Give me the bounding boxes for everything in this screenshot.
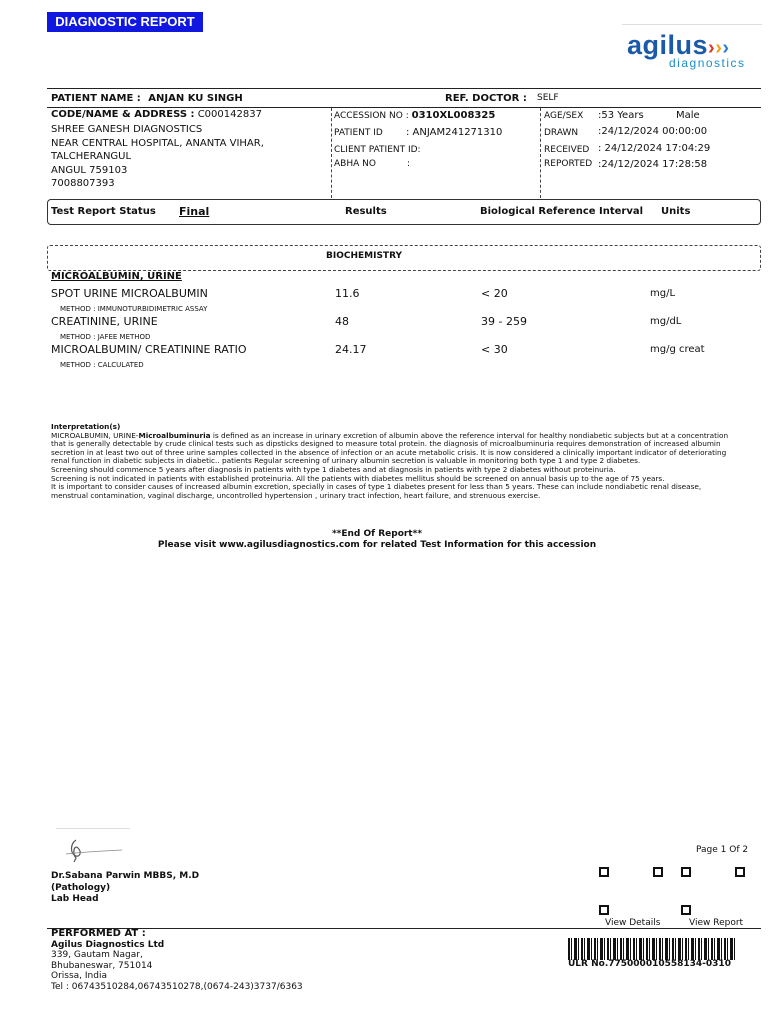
barcode-icon xyxy=(568,938,736,960)
test-result: 11.6 xyxy=(335,287,360,300)
sex-value: Male xyxy=(676,110,700,121)
address-line: SHREE GANESH DIAGNOSTICS xyxy=(51,124,203,135)
section-title: BIOCHEMISTRY xyxy=(326,251,403,261)
performed-label: PERFORMED AT : xyxy=(51,928,146,939)
age-value: :53 Years xyxy=(598,110,644,121)
reported-label: REPORTED xyxy=(544,159,593,169)
patient-id-value: : ANJAM241271310 xyxy=(406,127,503,138)
qr-details-label[interactable]: View Details xyxy=(605,918,661,928)
address-line: TALCHERANGUL xyxy=(51,151,132,162)
test-reference: 39 - 259 xyxy=(481,315,527,328)
address-line: NEAR CENTRAL HOSPITAL, ANANTA VIHAR, xyxy=(51,137,264,149)
logo-wordmark: agilus xyxy=(627,30,709,60)
abha-value: : xyxy=(407,159,411,169)
qr-report-label[interactable]: View Report xyxy=(689,918,744,928)
address-line: ANGUL 759103 xyxy=(51,164,128,176)
test-method: METHOD : IMMUNOTURBIDIMETRIC ASSAY xyxy=(60,305,208,313)
accession-row xyxy=(334,110,495,121)
test-group-title: MICROALBUMIN, URINE xyxy=(51,271,182,282)
test-result: 48 xyxy=(335,315,349,328)
interpretation-paragraph: It is important to consider causes of increased albumin excretion, specially in cases of type 1 diabetes present for less than 5 years. These can include nondiabetic renal disease, menstrual contamination, vaginal discharge, uncontrolled hypertension , urinary tract infection, heart failure, and strenuous exercise. xyxy=(51,482,702,500)
logo-divider xyxy=(622,24,762,25)
test-name: CREATININE, URINE xyxy=(51,315,158,328)
divider-top xyxy=(47,88,761,89)
test-reference: < 20 xyxy=(481,287,508,300)
address-line: 7008807393 xyxy=(51,178,115,189)
test-name: MICROALBUMIN/ CREATININE RATIO xyxy=(51,343,247,356)
visit-info: Please visit www.agilusdiagnostics.com for related Test Information for this accession xyxy=(157,540,597,550)
drawn-label: DRAWN xyxy=(544,128,579,138)
qr-finder xyxy=(599,867,609,877)
received-value: : 24/12/2024 17:04:29 xyxy=(598,143,711,154)
accession-label: ACCESSION NO : xyxy=(334,111,409,121)
code-value: C000142837 xyxy=(197,109,262,120)
qr-view-report[interactable] xyxy=(681,867,745,915)
test-unit: mg/L xyxy=(650,288,676,299)
patient-id-label: PATIENT ID xyxy=(334,128,383,138)
bio-ref-header: Biological Reference Interval xyxy=(480,206,644,217)
test-result: 24.17 xyxy=(335,343,367,356)
ulr-number: ULR No.775000010558134-0310 xyxy=(568,959,731,969)
doctor-role: Lab Head xyxy=(51,894,99,904)
interpretation-lead: MICROALBUMIN, URINE- xyxy=(51,430,139,440)
lab-address: 339, Gautam Nagar, xyxy=(51,950,143,961)
reported-value: :24/12/2024 17:28:58 xyxy=(598,159,708,170)
interpretation-title: Interpretation(s) xyxy=(51,422,121,431)
performed-at-block xyxy=(51,929,303,993)
status-value: Final xyxy=(179,205,210,218)
lab-address: Orissa, India xyxy=(51,971,107,982)
status-label: Test Report Status xyxy=(51,206,156,217)
qr-finder xyxy=(735,867,745,877)
interpretation-paragraph: Screening should commence 5 years after diagnosis in patients with type 1 diabetes and at diagnosis in patients with type 2 diabetes without proteinuria. xyxy=(51,464,616,474)
patient-name-label: PATIENT NAME : xyxy=(51,93,141,104)
doctor-name: Dr.Sabana Parwin MBBS, M.D xyxy=(51,871,200,881)
qr-finder xyxy=(653,867,663,877)
interpretation-paragraph: Screening is not indicated in patients with established proteinuria. All the patients with diabetes mellitus should be screened on annual basis up to the age of 75 years. xyxy=(51,473,665,483)
qr-view-details[interactable] xyxy=(599,867,663,915)
age-sex-label: AGE/SEX xyxy=(544,111,584,121)
qr-finder xyxy=(681,867,691,877)
qr-finder xyxy=(681,905,691,915)
interpretation-paragraph xyxy=(51,432,731,466)
patient-name-row xyxy=(51,93,243,104)
accession-number: 0310XL008325 xyxy=(411,110,496,121)
received-label: RECEIVED xyxy=(544,145,590,155)
test-name: SPOT URINE MICROALBUMIN xyxy=(51,287,208,300)
interpretation-term: Microalbuminuria xyxy=(138,430,211,440)
code-label: CODE/NAME & ADDRESS : xyxy=(51,109,195,120)
signature-image xyxy=(62,834,126,864)
drawn-value: :24/12/2024 00:00:00 xyxy=(598,126,708,137)
doctor-department: (Pathology) xyxy=(51,882,111,893)
patient-name: ANJAN KU SINGH xyxy=(148,93,243,104)
logo-chevron-icon: ››› xyxy=(708,37,730,59)
page-number: Page 1 Of 2 xyxy=(696,845,749,855)
divider-patient xyxy=(47,107,761,108)
lab-phone: Tel : 06743510284,06743510278,(0674-243)3737/6363 xyxy=(51,981,303,992)
units-header: Units xyxy=(661,206,691,217)
lab-address: Bhubaneswar, 751014 xyxy=(51,960,153,971)
end-of-report: **End Of Report** xyxy=(331,529,423,539)
column-separator xyxy=(331,108,332,198)
qr-finder xyxy=(599,905,609,915)
interpretation-text: is defined as an increase in urinary excretion of albumin above the reference interval for healthy nondiabetic subjects but at a concentration that is generally detectable by crude clinical tests such as dipsticks designed to measure total protein. the diagnosis of microalbuminuria requires demonstration of increased albumin secretion in at least two out of three urine samples collected in the absence of infection or an acute metabolic crisis. It is now considered a clinically important indicator of deteriorating renal function in diabetic subjects in diabetic.. patients Regular screening of urinary albumin secretion is valuable in monitoring both type 1 and type 2 diabetes. xyxy=(51,430,729,466)
results-header: Results xyxy=(345,206,387,217)
ref-doctor-value: SELF xyxy=(537,93,559,103)
test-method: METHOD : CALCULATED xyxy=(60,361,144,369)
client-address xyxy=(51,123,264,191)
code-row xyxy=(51,109,262,120)
abha-label: ABHA NO xyxy=(334,159,376,169)
test-method: METHOD : JAFEE METHOD xyxy=(60,333,151,341)
logo-subtitle: diagnostics xyxy=(669,56,746,70)
signature-rule xyxy=(56,828,130,829)
ref-doctor-label: REF. DOCTOR : xyxy=(445,93,527,104)
test-unit: mg/g creat xyxy=(650,344,705,355)
client-patient-id-label: CLIENT PATIENT ID: xyxy=(334,145,421,155)
interpretation xyxy=(51,423,731,500)
column-separator xyxy=(540,108,541,198)
section-banner xyxy=(47,245,761,271)
lab-name: Agilus Diagnostics Ltd xyxy=(51,939,165,950)
test-reference: < 30 xyxy=(481,343,508,356)
report-type-tag: DIAGNOSTIC REPORT xyxy=(47,12,203,32)
test-unit: mg/dL xyxy=(650,316,682,327)
signatory-block xyxy=(51,871,199,906)
